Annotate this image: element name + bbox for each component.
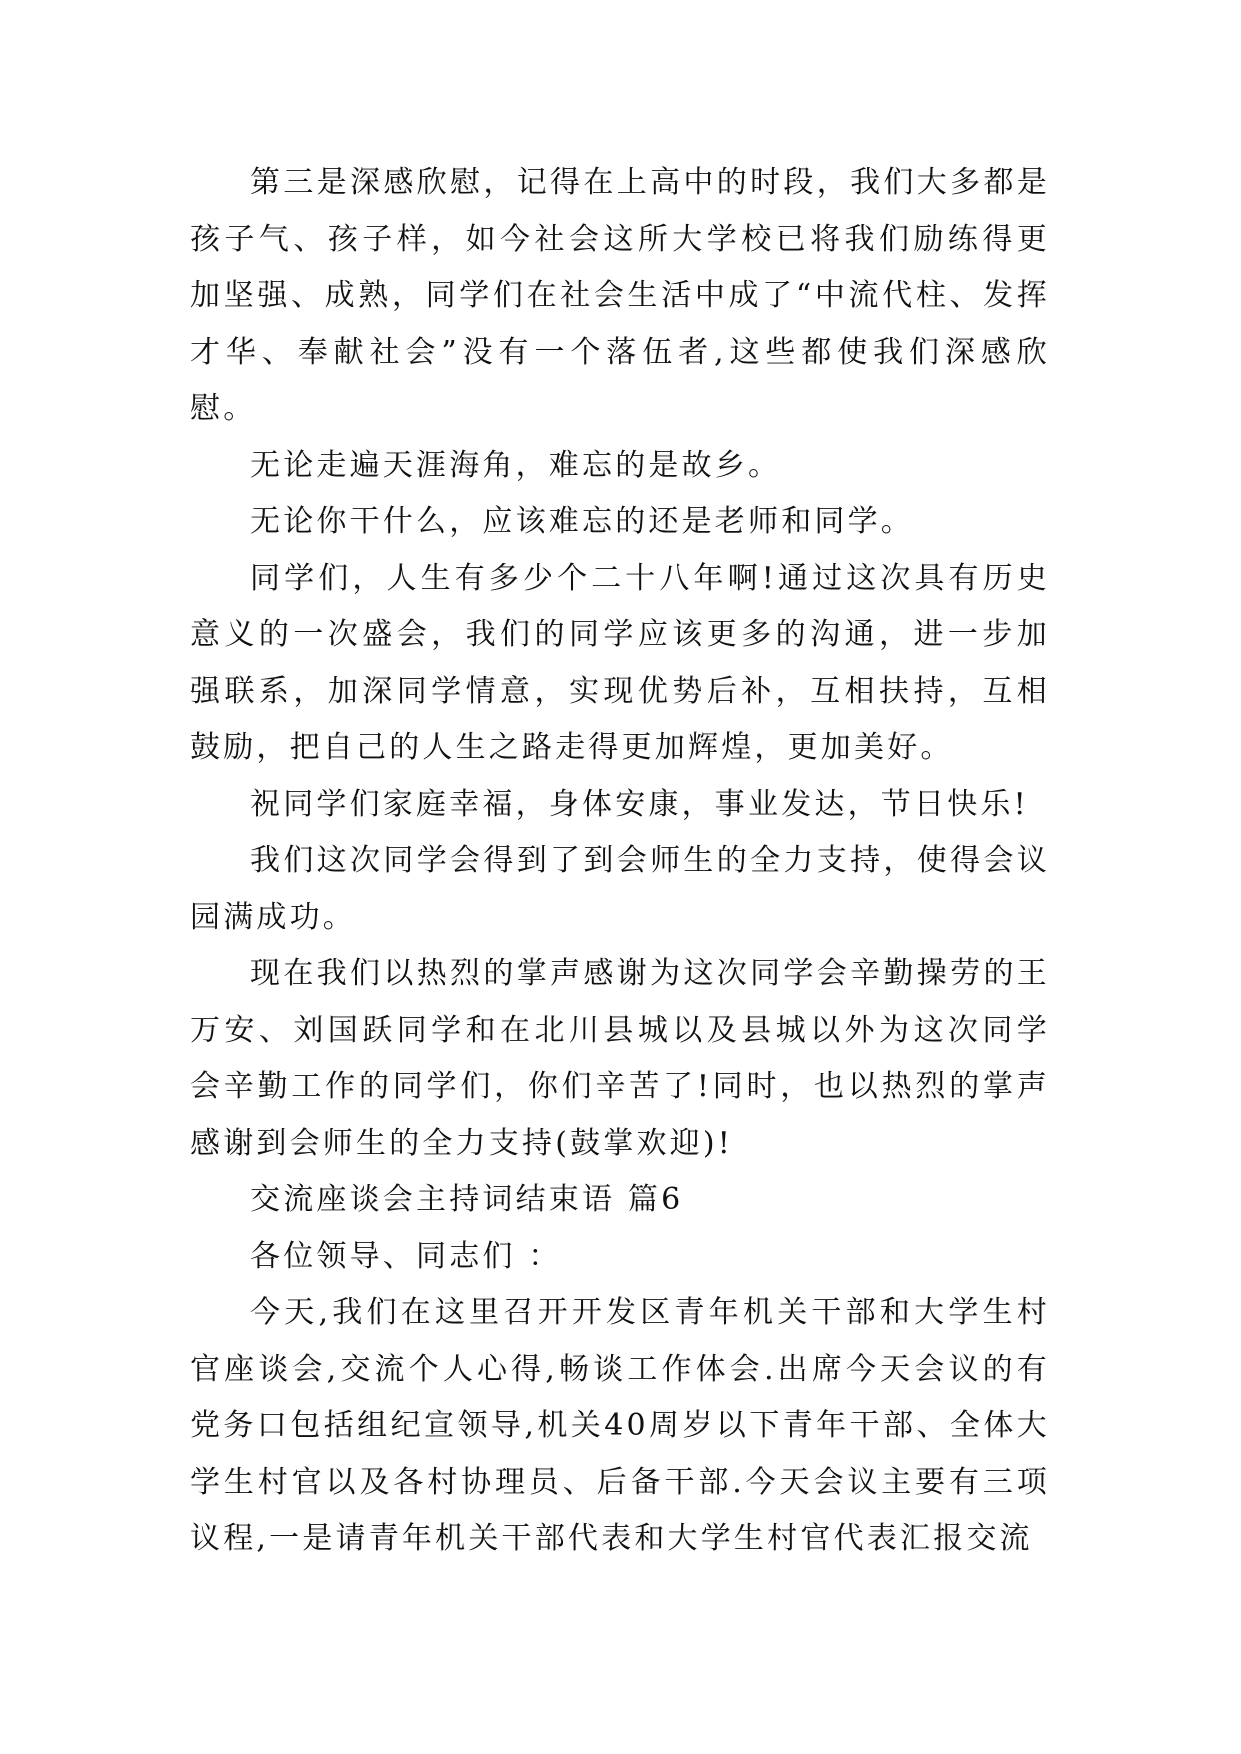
paragraph-twenty-eight-years: 同学们，人生有多少个二十八年啊!通过这次具有历史意义的一次盛会，我们的同学应该更多的沟通，进一步加强联系，加深同学情意，实现优势后补，互相扶持，互相鼓励，把自己的人生之路走得更加辉煌，更加美好。: [190, 560, 1050, 765]
paragraph-hometown: 无论走遍天涯海角，难忘的是故乡。: [250, 447, 782, 483]
paragraph-support: 我们这次同学会得到了到会师生的全力支持，使得会议园满成功。: [190, 843, 1050, 935]
paragraph-thanks: 现在我们以热烈的掌声感谢为这次同学会辛勤操劳的王万安、刘国跃同学和在北川县城以及县城以外为这次同学会辛勤工作的同学们，你们辛苦了!同时，也以热烈的掌声感谢到会师生的全力支持(鼓掌欢迎)!: [190, 956, 1050, 1161]
document-body: [190, 155, 1050, 1568]
paragraph-meeting-intro: 今天,我们在这里召开开发区青年机关干部和大学生村官座谈会,交流个人心得,畅谈工作体会.出席今天会议的有党务口包括组纪宣领导,机关40周岁以下青年干部、全体大学生村官以及各村协理员、后备干部.今天会议主要有三项议程,一是请青年机关干部代表和大学生村官代表汇报交流: [190, 1295, 1050, 1556]
paragraph-blessing: 祝同学们家庭幸福，身体安康，事业发达，节日快乐!: [250, 786, 1029, 822]
salutation: 各位领导、同志们 ：: [250, 1238, 562, 1274]
paragraph-deep-gratification: 第三是深感欣慰，记得在上高中的时段，我们大多都是孩子气、孩子样，如今社会这所大学校已将我们励练得更加坚强、成熟，同学们在社会生活中成了“中流代柱、发挥才华、奉献社会”没有一个落伍者,这些都使我们深感欣慰。: [190, 165, 1050, 426]
section-heading: 交流座谈会主持词结束语 篇6: [250, 1182, 684, 1217]
paragraph-teachers-classmates: 无论你干什么，应该难忘的还是老师和同学。: [250, 504, 914, 539]
